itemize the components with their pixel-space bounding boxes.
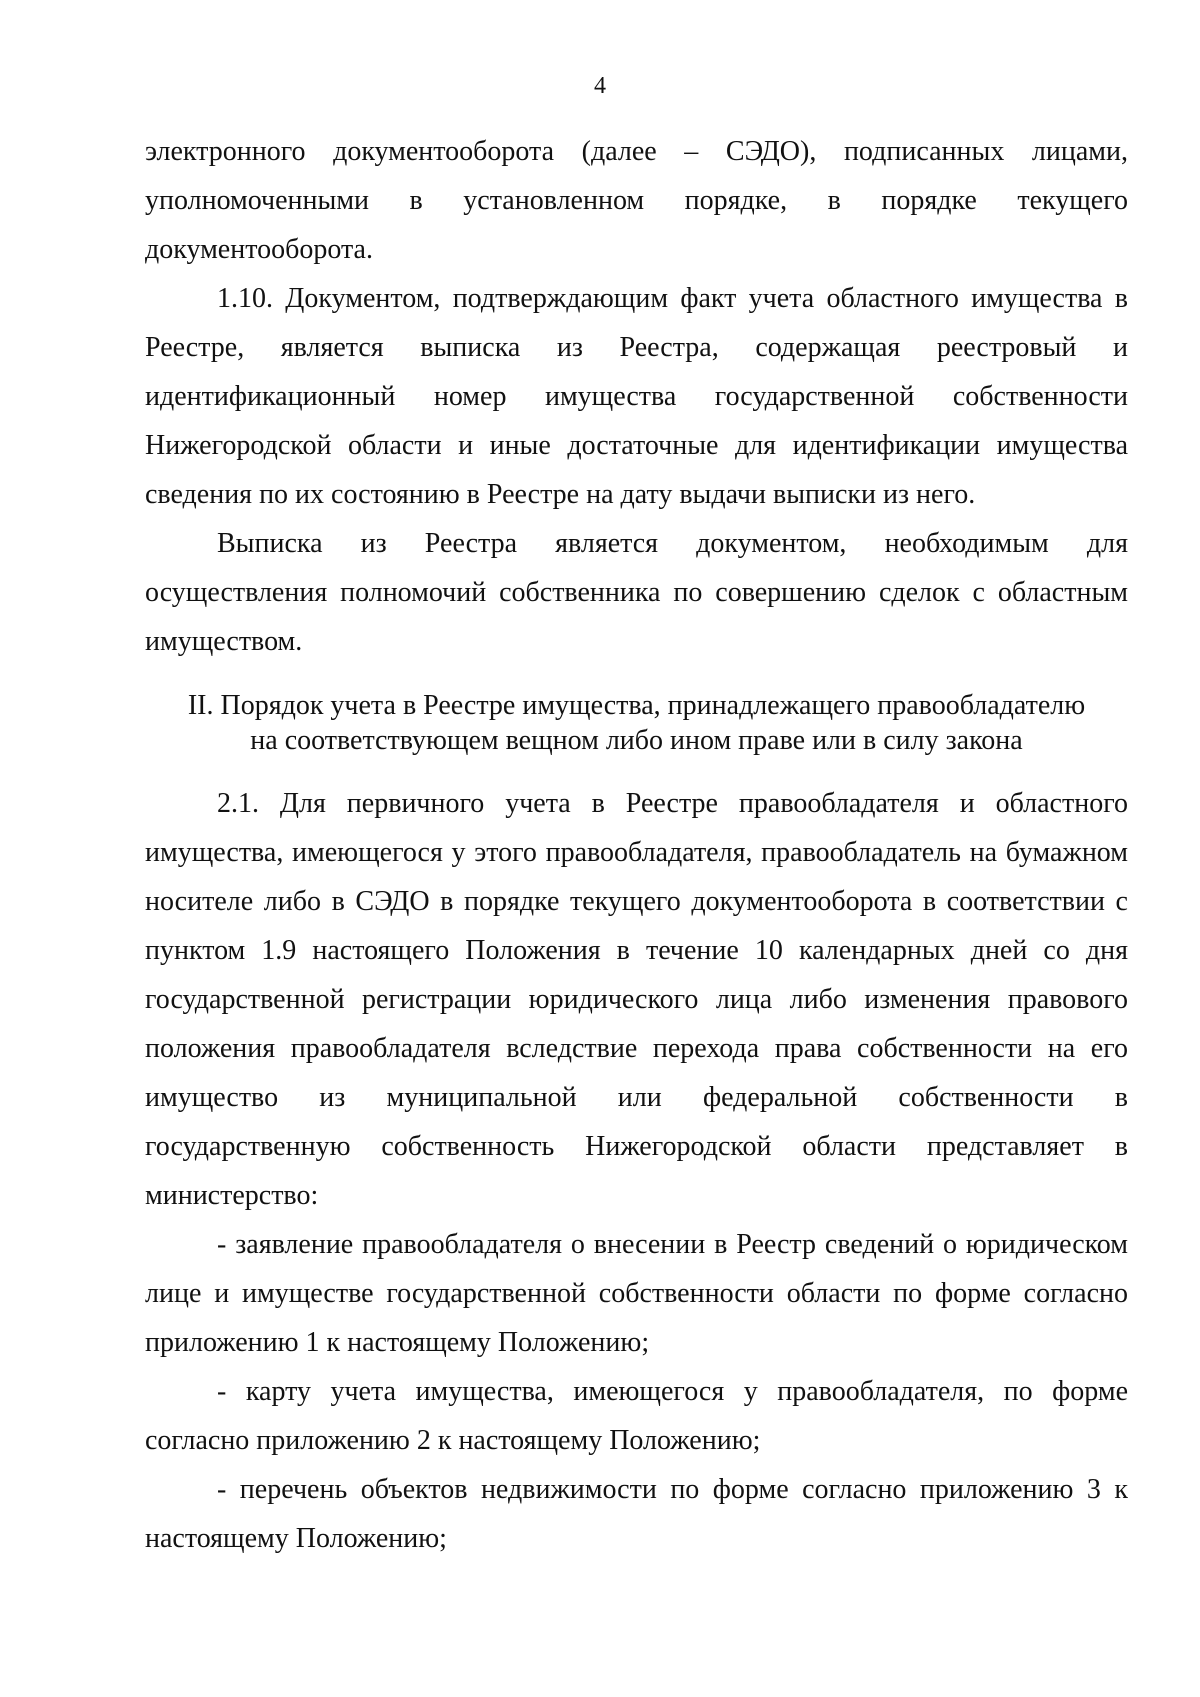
section-heading-line-2: на соответствующем вещном либо ином праве или в силу закона	[250, 725, 1023, 756]
list-item: - перечень объектов недвижимости по форме согласно приложению 3 к настоящему Положению;	[145, 1474, 1128, 1554]
section-heading	[145, 688, 1128, 758]
section-heading-line-1: II. Порядок учета в Реестре имущества, принадлежащего правообладателю	[187, 690, 1086, 721]
page-number: 4	[594, 73, 606, 99]
paragraph-sedo-continuation: электронного документооборота (далее – СЭДО), подписанных лицами, уполномоченными в установленном порядке, в порядке текущего документооборота.	[145, 136, 1128, 265]
document-body	[145, 127, 1128, 1563]
list-item: - карту учета имущества, имеющегося у правообладателя, по форме согласно приложению 2 к настоящему Положению;	[145, 1376, 1128, 1456]
paragraph-2-1: 2.1. Для первичного учета в Реестре правообладателя и областного имущества, имеющегося у этого правообладателя, правообладатель на бумажном носителе либо в СЭДО в порядке текущего документооборота в соответствии с пунктом 1.9 настоящего Положения в течение 10 календарных дней со дня государственной регистрации юридического лица либо изменения правового положения правообладателя вследствие перехода права собственности на его имущество из муниципальной или федеральной собственности в государственную собственность Нижегородской области представляет в министерство:	[145, 788, 1128, 1211]
paragraph-1-10: 1.10. Документом, подтверждающим факт учета областного имущества в Реестре, является выписка из Реестра, содержащая реестровый и идентификационный номер имущества государственной собственности Нижегородской области и иные достаточные для идентификации имущества сведения по их состоянию в Реестре на дату выдачи выписки из него.	[145, 283, 1128, 510]
list-item: - заявление правообладателя о внесении в Реестр сведений о юридическом лице и имуществе государственной собственности области по форме согласно приложению 1 к настоящему Положению;	[145, 1229, 1128, 1358]
paragraph-registry-extract: Выписка из Реестра является документом, необходимым для осуществления полномочий собственника по совершению сделок с областным имуществом.	[145, 528, 1128, 657]
